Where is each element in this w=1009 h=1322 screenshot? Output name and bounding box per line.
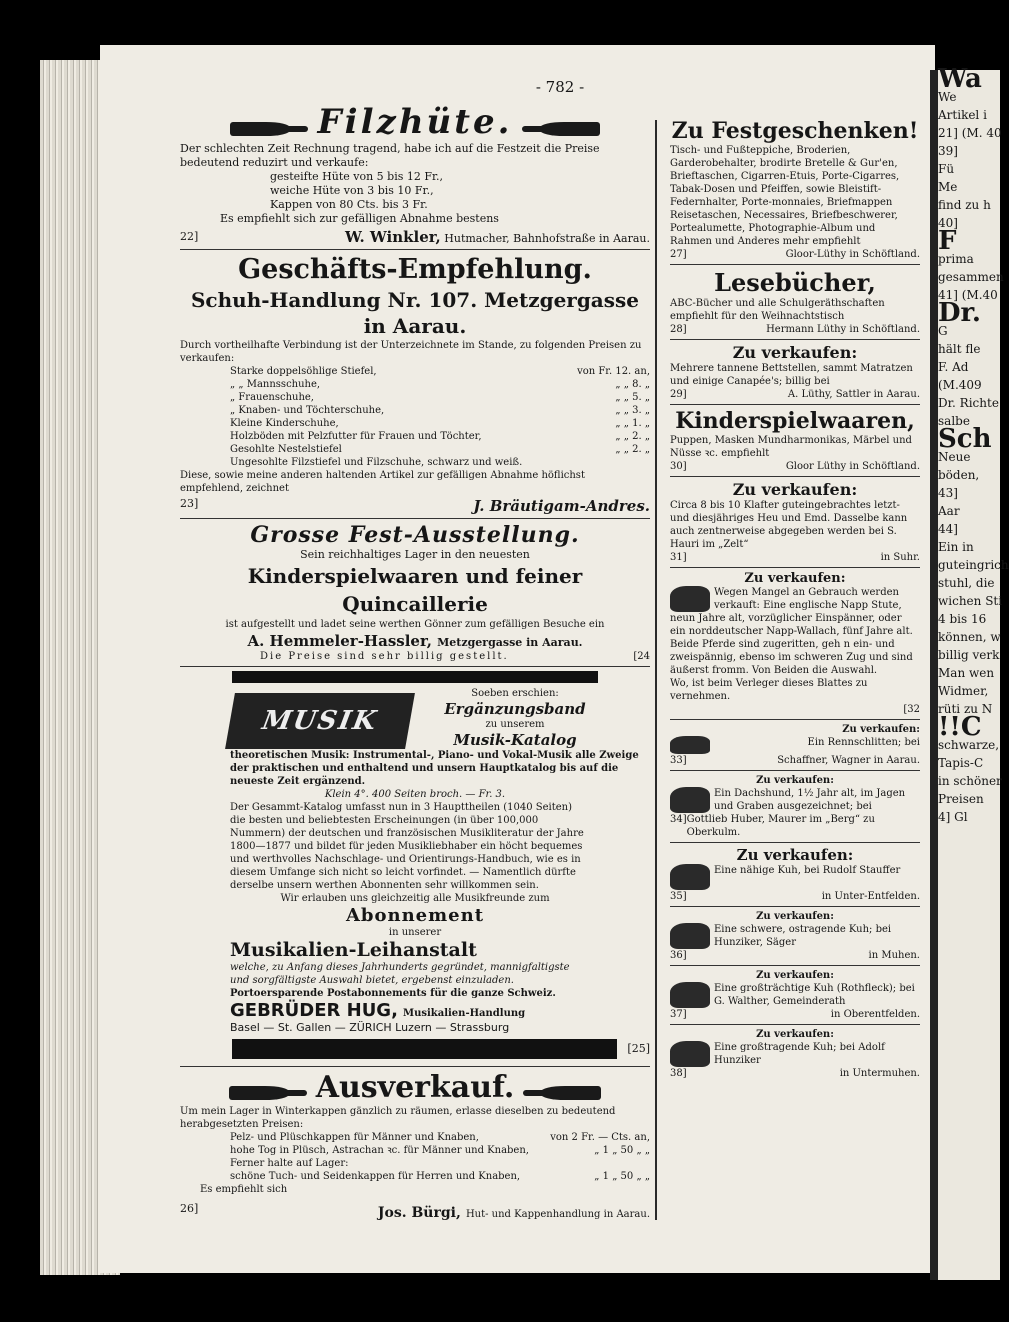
- musik-zu: zu unserem: [485, 719, 545, 730]
- ad-number: 27]: [670, 249, 687, 260]
- price-value: „ „ 1. „: [615, 418, 650, 429]
- musik-unserer: in unserer: [388, 927, 442, 938]
- price-item: weiche Hüte von 3 bis 10 Fr.,: [270, 184, 434, 197]
- ad-closing: Diese, sowie meine anderen haltenden Artikel zur gefälligen Abnahme höflichst empfehlend, zeichnet: [180, 470, 585, 494]
- right-fragment-line: 4 bis 16: [938, 612, 987, 626]
- right-fragment-line: F. Ad: [938, 360, 969, 374]
- right-fragment-line: hält fle: [938, 342, 981, 356]
- divider: [670, 339, 920, 340]
- price-label: Ungesohlte Filzstiefel und Filzschuhe, schwarz und weiß.: [230, 457, 523, 468]
- right-fragment-line: 39]: [938, 144, 958, 158]
- musik-body: Der Gesammt-Katalog umfasst nun in 3 Haupttheilen (1040 Seiten) die besten und beliebtesten Erscheinungen (in über 100,000 Nummern) der deutschen und französischen Musikliteratur der Jahre 1800—1877 und bildet für jeden Musikliebhaber ein höcht bequemes und werthvolles Nachschlage- und Orientirungs-Handbuch, wie es in diesem Umfange sich nicht so leicht vorfindet. — Namentlich dürfte derselbe unsern werthen Abonnenten sehr willkommen sein.: [230, 802, 584, 891]
- ad-title: Zu verkaufen:: [756, 1029, 834, 1040]
- ad-line: Sein reichhaltiges Lager in den neuesten: [300, 548, 530, 561]
- cow-icon: [670, 864, 710, 890]
- divider: [180, 666, 650, 667]
- right-fragment-line: stuhl, die: [938, 576, 995, 590]
- ad-signer: J. Bräutigam-Andres.: [473, 497, 650, 515]
- ad-body: Eine großtragende Kuh; bei Adolf Hunziker: [714, 1042, 885, 1066]
- price-list: [180, 365, 650, 469]
- ad-signer: Hermann Lüthy in Schöftland.: [766, 324, 920, 335]
- ad-title: Lesebücher,: [714, 268, 876, 297]
- ad-musik-katalog: [180, 671, 650, 1063]
- price-value: „ „ 3. „: [615, 405, 650, 416]
- ornament-band: [232, 1039, 617, 1059]
- cow-icon: [670, 982, 710, 1008]
- right-fragment-line: Widmer,: [938, 684, 989, 698]
- right-fragment-line: We: [938, 90, 957, 104]
- right-fragment-line: Fü: [938, 162, 955, 176]
- divider: [670, 264, 920, 265]
- ad-company: A. Hemmeler-Hassler,: [247, 632, 432, 650]
- right-fragment-line: rüti zu N: [938, 702, 993, 716]
- musik-firm: GEBRÜDER HUG,: [230, 1000, 398, 1021]
- sleigh-icon: [670, 736, 710, 754]
- right-fragment-line: Tapis-C: [938, 756, 984, 770]
- right-fragment-line: (M.409: [938, 378, 982, 392]
- ad-title: Zu Festgeschenken!: [671, 118, 919, 144]
- divider: [670, 719, 920, 720]
- right-fragment-line: billig verk: [938, 648, 1000, 662]
- ad-number: 26]: [180, 1202, 199, 1215]
- right-fragment-line: können, w: [938, 630, 1001, 644]
- ad-title: Zu verkaufen:: [756, 970, 834, 981]
- divider: [670, 965, 920, 966]
- middle-column: [670, 118, 920, 1080]
- right-fragment-line: wichen Sti: [938, 594, 1003, 608]
- ad-subtitle: Schuh-Handlung Nr. 107. Metzgergasse in Aarau.: [190, 288, 640, 338]
- right-fragment-line: Dr.: [938, 298, 981, 328]
- pointing-hand-icon: [230, 122, 290, 136]
- ad-number: 28]: [670, 324, 687, 335]
- right-fragment-line: 21] (M. 40: [938, 126, 1002, 140]
- ad-number: 31]: [670, 552, 687, 563]
- right-fragment-line: Dr. Richte: [938, 396, 999, 410]
- ad-title: Zu verkaufen:: [736, 846, 854, 864]
- right-fragment-line: find zu h: [938, 198, 991, 212]
- right-fragment-line: 44]: [938, 522, 958, 536]
- page-number: - 782 -: [535, 78, 585, 96]
- ad-headline: Kinderspielwaaren und feiner Quincaillerie: [247, 564, 583, 616]
- divider: [670, 567, 920, 568]
- ad-number: 30]: [670, 461, 687, 472]
- ad-signer: in Suhr.: [880, 552, 920, 563]
- price-value: „ „ 2. „: [615, 444, 650, 455]
- musik-logo-text: MUSIK: [259, 706, 381, 736]
- ad-intro: Der schlechten Zeit Rechnung tragend, habe ich auf die Festzeit die Preise bedeutend reduzirt und verkaufe:: [180, 142, 600, 169]
- dog-icon: [670, 787, 710, 813]
- ad-body: Puppen, Masken Mundharmonikas, Märbel und Nüsse ꝛc. empfiehlt: [670, 435, 912, 459]
- price-value: „ „ 8. „: [615, 379, 650, 390]
- ad-body: ABC-Bücher und alle Schulgeräthschaften empfiehlt für den Weihnachtstisch: [670, 298, 885, 322]
- right-fragment-line: schwarze,: [938, 738, 1000, 752]
- cow-icon: [670, 923, 710, 949]
- ad-number: 22]: [180, 230, 199, 243]
- ad-signer: in Muhen.: [868, 950, 920, 961]
- right-fragment-line: 41] (M.40: [938, 288, 998, 302]
- price-row: [180, 417, 650, 430]
- ad-intro: Um mein Lager in Winterkappen gänzlich zu räumen, erlasse dieselben zu bedeutend herabgesetzten Preisen:: [180, 1106, 616, 1130]
- pointing-hand-icon: [541, 1086, 601, 1100]
- ad-signer-detail: Hut- und Kappenhandlung in Aarau.: [465, 1209, 650, 1220]
- ad-body: Ein Rennschlitten; bei: [807, 737, 920, 748]
- left-column: [180, 100, 650, 1221]
- ad-title: Zu verkaufen:: [732, 343, 858, 362]
- musik-body: welche, zu Anfang dieses Jahrhunderts gegründet, mannigfaltigste und sorgfältigste Auswahl bietet, ergebenst einzuladen.: [230, 962, 570, 986]
- ad-closing: Es empfiehlt sich zur gefälligen Abnahme bestens: [220, 212, 499, 225]
- ad-title: Grosse Fest-Ausstellung.: [250, 522, 580, 548]
- musik-logo: [225, 693, 415, 749]
- ad-zu-verkaufen-29: [670, 343, 920, 401]
- price-item: gesteifte Hüte von 5 bis 12 Fr.,: [270, 170, 444, 183]
- right-fragment-line: gesammen: [938, 270, 1004, 284]
- ad-zu-verkaufen-37: [670, 969, 920, 1021]
- ad-body: Tisch- und Fußteppiche, Broderien, Garderobehalter, brodirte Bretelle & Gur'en, Brieftaschen, Cigarren-Etuis, Porte-Cigarres, Tabak-Dosen und Pfeiffen, sowie Bleistift-Federnhalter, Porte-monnaies, Briefmappen Reisetaschen, Necessaires, Briefbeschwerer, Portealumette, Photographie-Album und Rahmen und Anderes mehr empfiehlt: [670, 145, 900, 247]
- ad-title: Zu verkaufen:: [842, 724, 920, 735]
- musik-invite: Wir erlauben uns gleichzeitig alle Musikfreunde zum: [280, 893, 550, 904]
- ad-fest-ausstellung: [180, 522, 650, 663]
- ad-body: Wegen Mangel an Gebrauch werden verkauft: Eine englische Napp Stute, neun Jahre alt, vorzüglicher Einspänner, oder ein norddeutscher Napp-Wallach, fünf Jahre alt. Beide Pferde sind zugeritten, geh n ein- und zweispännig, ebenso im schweren Zug und sind äußerst fromm. Von Beiden die Auswahl.: [670, 587, 913, 676]
- ad-title: Zu verkaufen:: [732, 480, 858, 499]
- price-label: Ferner halte auf Lager:: [230, 1158, 349, 1169]
- ad-signer-detail: Hutmacher, Bahnhofstraße in Aarau.: [444, 232, 650, 245]
- horse-icon: [670, 586, 710, 612]
- price-value: „ „ 5. „: [615, 392, 650, 403]
- right-fragment-line: guteingrich: [938, 558, 1009, 572]
- ad-body: Mehrere tannene Bettstellen, sammt Matratzen und einige Canapée's; billig bei: [670, 363, 913, 387]
- price-value: „ 1 „ 50 „ „: [594, 1145, 650, 1156]
- ad-number: 29]: [670, 389, 687, 400]
- right-fragment-line: 40]: [938, 216, 958, 230]
- price-row: [180, 1144, 650, 1157]
- musik-erschienen: Soeben erschien:: [471, 688, 559, 699]
- ad-ausverkauf: [180, 1070, 650, 1221]
- ad-filzhuete: [180, 102, 650, 246]
- pointing-hand-icon: [229, 1086, 289, 1100]
- ad-signer: in Untermuhen.: [839, 1068, 920, 1079]
- price-label: Kleine Kinderschuhe,: [230, 418, 339, 429]
- price-item: Kappen von 80 Cts. bis 3 Fr.: [270, 198, 428, 211]
- price-label: schöne Tuch- und Seidenkappen für Herren und Knaben,: [230, 1171, 521, 1182]
- ad-signer: A. Lüthy, Sattler in Aarau.: [787, 389, 920, 400]
- right-page-fragment: [938, 64, 1009, 1280]
- ad-signer: Jos. Bürgi,: [377, 1205, 461, 1221]
- ad-body: Circa 8 bis 10 Klafter guteingebrachtes letzt- und diesjähriges Heu und Emd. Dasselbe kann auch zentnerweise abgegeben werden bei S. Hauri im „Zelt“: [670, 500, 908, 550]
- price-row: [180, 456, 650, 469]
- ad-number: 37]: [670, 1009, 687, 1020]
- ad-zu-verkaufen-32: [670, 571, 920, 716]
- ad-title: Zu verkaufen:: [756, 775, 834, 786]
- right-fragment-line: in schöner: [938, 774, 1002, 788]
- pointing-hand-icon: [540, 122, 600, 136]
- right-fragment-line: F: [938, 226, 957, 256]
- ad-number: 35]: [670, 891, 687, 902]
- ad-number: 33]: [670, 755, 687, 766]
- right-fragment-line: prima: [938, 252, 974, 266]
- price-label: „ Frauenschuhe,: [230, 392, 314, 403]
- divider: [670, 770, 920, 771]
- price-row: [180, 378, 650, 391]
- price-list: [180, 1131, 650, 1183]
- right-fragment-line: 4] Gl: [938, 810, 968, 824]
- ad-festgeschenke: [670, 118, 920, 261]
- right-fragment-line: Me: [938, 180, 958, 194]
- ad-number: [25]: [627, 1042, 650, 1055]
- musik-body: theoretischen Musik: Instrumental-, Piano- und Vokal-Musik alle Zweige der praktischen und enthaltend und unsern Hauptkatalog bis auf die neueste Zeit ergänzend.: [230, 750, 639, 787]
- ad-number: [24: [633, 651, 650, 662]
- ad-prices-note: Die Preise sind sehr billig gestellt.: [260, 651, 509, 662]
- right-page-text: [938, 64, 1009, 826]
- price-row: [180, 1157, 650, 1170]
- musik-abonnement: Abonnement: [345, 905, 485, 926]
- ad-line: ist aufgestellt und ladet seine werthen Gönner zum gefälligen Besuche ein: [225, 619, 605, 630]
- price-row: [180, 365, 650, 378]
- price-row: [180, 404, 650, 417]
- ad-lesebuecher: [670, 268, 920, 336]
- price-value: „ „ 2. „: [615, 431, 650, 442]
- price-label: hohe Tog in Plüsch, Astrachan ꝛc. für Männer und Knaben,: [230, 1145, 529, 1156]
- ad-geschaeftsempfehlung: [180, 253, 650, 515]
- cow-icon: [670, 1041, 710, 1067]
- divider: [180, 518, 650, 519]
- right-fragment-line: G: [938, 324, 948, 338]
- ad-number: 36]: [670, 950, 687, 961]
- musik-porto: Portoersparende Postabonnements für die ganze Schweiz.: [230, 988, 556, 999]
- price-row: [180, 1170, 650, 1183]
- price-row: [180, 391, 650, 404]
- ad-intro: Durch vortheilhafte Verbindung ist der Unterzeichnete im Stande, zu folgenden Preisen zu verkaufen:: [180, 340, 642, 364]
- page-gutter: [930, 70, 938, 1280]
- ad-zu-verkaufen-34: [670, 774, 920, 839]
- ad-body: Ein Dachshund, 1½ Jahr alt, im Jagen und Graben ausgezeichnet; bei: [714, 788, 906, 812]
- ad-signer: Gloor Lüthy in Schöftland.: [785, 461, 920, 472]
- ad-signer: in Unter-Entfelden.: [821, 891, 920, 902]
- divider: [670, 476, 920, 477]
- right-fragment-line: Ein in: [938, 540, 974, 554]
- right-fragment-line: Man wen: [938, 666, 995, 680]
- price-label: „ „ Mannsschuhe,: [230, 379, 321, 390]
- ad-body: Eine schwere, ostragende Kuh; bei Hunziker, Säger: [714, 924, 892, 948]
- column-rule: [655, 120, 657, 1220]
- ad-tail: Wo, ist beim Verleger dieses Blattes zu vernehmen.: [670, 678, 868, 702]
- musik-katalog-title: Musik-Katalog: [453, 731, 577, 749]
- ad-signer: in Oberentfelden.: [830, 1009, 920, 1020]
- ad-zu-verkaufen-35: [670, 846, 920, 903]
- ad-title: Ausverkauf.: [315, 1070, 515, 1105]
- ad-kinderspielwaaren: [670, 408, 920, 473]
- ornament-band: [232, 671, 598, 683]
- right-fragment-line: Sch: [938, 424, 992, 454]
- musik-leihanstalt: Musikalien-Leihanstalt: [230, 939, 477, 961]
- price-value: von 2 Fr. — Cts. an,: [550, 1132, 650, 1143]
- musik-firm-detail: Musikalien-Handlung: [403, 1008, 526, 1019]
- right-fragment-line: Artikel i: [938, 108, 987, 122]
- right-fragment-line: salbe: [938, 414, 970, 428]
- divider: [670, 906, 920, 907]
- ad-title: Zu verkaufen:: [756, 911, 834, 922]
- ad-zu-verkaufen-31: [670, 480, 920, 564]
- divider: [180, 249, 650, 250]
- price-label: Holzböden mit Pelzfutter für Frauen und Töchter,: [230, 431, 482, 442]
- price-label: Gesohlte Nestelstiefel: [230, 444, 342, 455]
- right-fragment-line: Wa: [938, 64, 982, 94]
- ad-company-detail: Metzgergasse in Aarau.: [437, 636, 583, 649]
- ad-number: 34]: [670, 814, 687, 825]
- price-label: Pelz- und Plüschkappen für Männer und Knaben,: [230, 1132, 479, 1143]
- divider: [670, 404, 920, 405]
- ad-signer: W. Winkler,: [344, 228, 441, 246]
- right-fragment-line: Aar: [938, 504, 960, 518]
- divider: [670, 1024, 920, 1025]
- ad-zu-verkaufen-36: [670, 910, 920, 962]
- ad-body: Eine großträchtige Kuh (Rothfleck); bei G. Walther, Gemeinderath: [714, 983, 915, 1007]
- ad-signer: Gloor-Lüthy in Schöftland.: [785, 249, 920, 260]
- price-label: Starke doppelsöhlige Stiefel,: [230, 366, 377, 377]
- ad-signer: Gottlieb Huber, Maurer im „Berg“ zu Oberkulm.: [686, 814, 875, 838]
- divider: [670, 842, 920, 843]
- ad-zu-verkaufen-33: [670, 723, 920, 767]
- price-row: [180, 430, 650, 443]
- ad-title: Kinderspielwaaren,: [675, 408, 915, 434]
- ad-zu-verkaufen-38: [670, 1028, 920, 1080]
- ad-body: Eine nähige Kuh, bei Rudolf Stauffer: [714, 865, 901, 876]
- ad-title: Geschäfts-Empfehlung.: [238, 254, 592, 285]
- divider: [180, 1066, 650, 1067]
- ad-number: 23]: [180, 497, 199, 510]
- musik-cities: Basel — St. Gallen — ZÜRICH Luzern — Strassburg: [230, 1021, 510, 1034]
- ad-number: [32: [903, 704, 920, 715]
- ad-closing: Es empfiehlt sich: [200, 1184, 288, 1195]
- price-value: von Fr. 12. an,: [577, 366, 650, 377]
- price-value: „ 1 „ 50 „ „: [594, 1171, 650, 1182]
- right-fragment-line: Preisen: [938, 792, 984, 806]
- right-fragment-line: Neue: [938, 450, 971, 464]
- ad-signer: Schaffner, Wagner in Aarau.: [777, 755, 920, 766]
- right-fragment-line: böden,: [938, 468, 980, 482]
- ad-title: Filzhüte.: [317, 102, 513, 142]
- right-fragment-line: !!C: [938, 712, 982, 742]
- musik-size: Klein 4°. 400 Seiten broch. — Fr. 3.: [324, 789, 506, 800]
- price-row: [180, 443, 650, 456]
- ad-title: Zu verkaufen:: [744, 571, 846, 586]
- right-fragment-line: 43]: [938, 486, 958, 500]
- price-label: „ Knaben- und Töchterschuhe,: [230, 405, 385, 416]
- ad-number: 38]: [670, 1068, 687, 1079]
- price-row: [180, 1131, 650, 1144]
- musik-band: Ergänzungsband: [444, 700, 586, 718]
